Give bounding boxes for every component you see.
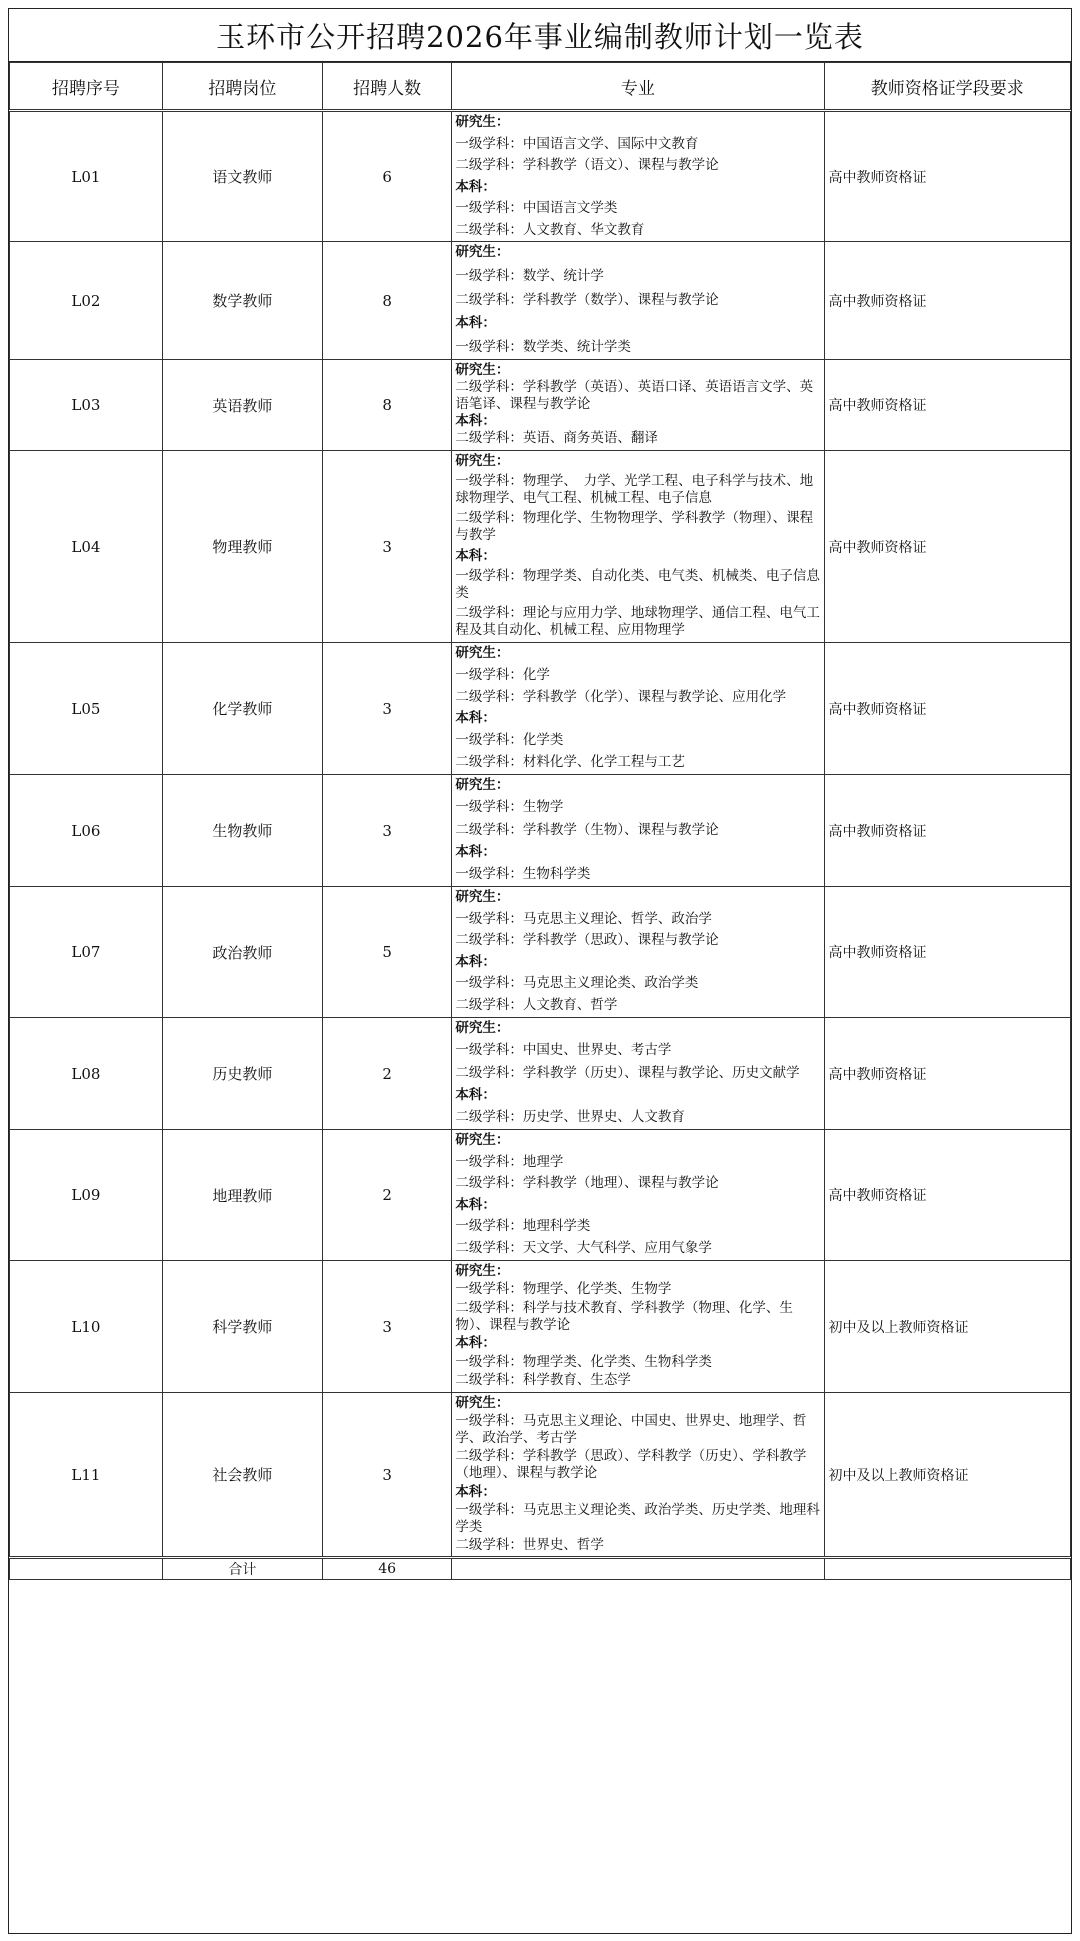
major-line: 研究生： — [455, 114, 510, 130]
major-line: 二级学科：学科教学（生物）、课程与教学论 — [455, 821, 719, 838]
major-line: 一级学科：中国语言文学类 — [455, 200, 618, 217]
major-line: 二级学科：人文教育、哲学 — [455, 996, 618, 1013]
cell-cert-requirement: 高中教师资格证 — [824, 775, 1071, 887]
total-count: 46 — [322, 1558, 451, 1580]
table-row — [10, 111, 1071, 242]
major-block — [455, 645, 820, 771]
major-line: 研究生： — [455, 889, 510, 905]
total-row — [10, 1558, 1071, 1580]
major-block — [455, 114, 820, 239]
major-line: 一级学科：化学 — [455, 666, 550, 683]
major-block — [455, 1263, 820, 1389]
major-line: 一级学科：数学类、统计学类 — [455, 339, 631, 355]
cell-post: 科学教师 — [162, 1261, 322, 1393]
cell-id: L11 — [10, 1393, 163, 1558]
major-line: 一级学科：物理学、化学类、生物学 — [455, 1281, 672, 1298]
cell-count: 8 — [322, 242, 451, 360]
major-line: 本科： — [455, 1086, 496, 1103]
total-empty-cell — [824, 1558, 1071, 1580]
major-block — [455, 1132, 820, 1257]
major-line: 一级学科：物理学、 力学、光学工程、电子科学与技术、地球物理学、电气工程、机械工程、电子信息 — [455, 473, 814, 507]
major-line: 二级学科：天文学、大气科学、应用气象学 — [455, 1239, 712, 1256]
major-line: 研究生： — [455, 1020, 510, 1036]
cell-post: 生物教师 — [162, 775, 322, 887]
major-line: 二级学科：人文教育、华文教育 — [455, 221, 645, 238]
cell-count: 3 — [322, 643, 451, 775]
table-row — [10, 451, 1071, 643]
table-row — [10, 360, 1071, 451]
cell-post: 历史教师 — [162, 1018, 322, 1130]
major-line: 二级学科：学科教学（思政）、课程与教学论 — [455, 932, 719, 949]
cell-post: 地理教师 — [162, 1130, 322, 1261]
header-post: 招聘岗位 — [162, 63, 322, 111]
major-line: 一级学科：地理科学类 — [455, 1218, 591, 1235]
major-line: 研究生： — [455, 453, 510, 469]
major-line: 本科： — [455, 315, 496, 332]
major-line: 二级学科：材料化学、化学工程与工艺 — [455, 753, 685, 770]
major-block — [455, 777, 820, 883]
page-title: 玉环市公开招聘2026年事业编制教师计划一览表 — [9, 9, 1071, 62]
cell-cert-requirement: 高中教师资格证 — [824, 1018, 1071, 1130]
major-line: 研究生： — [455, 1132, 510, 1148]
major-line: 一级学科：马克思主义理论类、政治学类、历史学类、地理科学类 — [455, 1501, 820, 1535]
cell-major — [452, 1261, 824, 1393]
major-line: 本科： — [455, 710, 496, 727]
major-line: 二级学科：学科教学（化学）、课程与教学论、应用化学 — [455, 688, 787, 705]
cell-major — [452, 887, 824, 1018]
cell-id: L02 — [10, 242, 163, 360]
major-line: 二级学科：学科教学（历史）、课程与教学论、历史文献学 — [455, 1064, 800, 1081]
table-row — [10, 1261, 1071, 1393]
major-line: 本科： — [455, 178, 496, 195]
major-line: 二级学科：理论与应用力学、地球物理学、通信工程、电气工程及其自动化、机械工程、应用物理学 — [455, 604, 820, 638]
header-id: 招聘序号 — [10, 63, 163, 111]
cell-id: L10 — [10, 1261, 163, 1393]
header-count: 招聘人数 — [322, 63, 451, 111]
total-label: 合计 — [162, 1558, 322, 1580]
cell-cert-requirement: 高中教师资格证 — [824, 643, 1071, 775]
major-line: 本科： — [455, 1335, 496, 1352]
major-block — [455, 1020, 820, 1126]
table-row — [10, 1130, 1071, 1261]
cell-major — [452, 643, 824, 775]
major-line: 本科： — [455, 843, 496, 860]
major-line: 一级学科：化学类 — [455, 732, 564, 749]
cell-id: L08 — [10, 1018, 163, 1130]
major-line: 本科： — [455, 413, 496, 429]
major-line: 二级学科：物理化学、生物物理学、学科教学（物理）、课程与教学 — [455, 510, 814, 544]
cell-post: 英语教师 — [162, 360, 322, 451]
table-row — [10, 1018, 1071, 1130]
major-line: 研究生： — [455, 777, 510, 793]
major-block — [455, 1395, 820, 1554]
cell-post: 语文教师 — [162, 111, 322, 242]
major-line: 本科： — [455, 547, 496, 564]
table-row — [10, 643, 1071, 775]
cell-cert-requirement: 高中教师资格证 — [824, 360, 1071, 451]
recruitment-table — [9, 62, 1071, 1580]
cell-cert-requirement: 高中教师资格证 — [824, 111, 1071, 242]
cell-major — [452, 451, 824, 643]
total-empty-cell — [10, 1558, 163, 1580]
major-block — [455, 244, 820, 356]
cell-major — [452, 1130, 824, 1261]
major-line: 二级学科：世界史、哲学 — [455, 1536, 604, 1553]
cell-id: L01 — [10, 111, 163, 242]
cell-post: 数学教师 — [162, 242, 322, 360]
major-line: 二级学科：学科教学（英语）、英语口译、英语语言文学、英语笔译、课程与教学论 — [455, 379, 814, 412]
cell-post: 物理教师 — [162, 451, 322, 643]
table-row — [10, 775, 1071, 887]
cell-major — [452, 775, 824, 887]
cell-count: 8 — [322, 360, 451, 451]
major-line: 二级学科：学科教学（思政）、学科教学（历史）、学科教学（地理）、课程与教学论 — [455, 1448, 807, 1482]
major-line: 本科： — [455, 953, 496, 970]
cell-major — [452, 360, 824, 451]
major-line: 研究生： — [455, 362, 510, 378]
cell-major — [452, 111, 824, 242]
table-row — [10, 887, 1071, 1018]
cell-post: 社会教师 — [162, 1393, 322, 1558]
cell-count: 3 — [322, 775, 451, 887]
cell-cert-requirement: 高中教师资格证 — [824, 887, 1071, 1018]
cell-id: L04 — [10, 451, 163, 643]
header-major: 专业 — [452, 63, 824, 111]
cell-count: 3 — [322, 451, 451, 643]
cell-count: 6 — [322, 111, 451, 242]
major-line: 本科： — [455, 1196, 496, 1213]
major-line: 一级学科：地理学 — [455, 1153, 564, 1170]
cell-count: 2 — [322, 1018, 451, 1130]
major-line: 二级学科：学科教学（语文）、课程与教学论 — [455, 157, 719, 174]
major-line: 研究生： — [455, 1395, 510, 1411]
table-header-row — [10, 63, 1071, 111]
cell-id: L03 — [10, 360, 163, 451]
table-row — [10, 1393, 1071, 1558]
major-line: 研究生： — [455, 645, 510, 661]
cell-cert-requirement: 高中教师资格证 — [824, 242, 1071, 360]
major-block — [455, 889, 820, 1014]
cell-count: 5 — [322, 887, 451, 1018]
cell-post: 化学教师 — [162, 643, 322, 775]
cell-id: L06 — [10, 775, 163, 887]
cell-major — [452, 1018, 824, 1130]
major-line: 一级学科：中国史、世界史、考古学 — [455, 1042, 672, 1059]
major-line: 本科： — [455, 1483, 496, 1500]
major-line: 一级学科：中国语言文学、国际中文教育 — [455, 135, 699, 152]
major-line: 研究生： — [455, 1263, 510, 1279]
major-line: 一级学科：马克思主义理论类、政治学类 — [455, 975, 699, 992]
cell-id: L09 — [10, 1130, 163, 1261]
major-line: 二级学科：英语、商务英语、翻译 — [455, 430, 658, 446]
major-line: 二级学科：学科教学（数学）、课程与教学论 — [455, 291, 719, 308]
major-line: 二级学科：历史学、世界史、人文教育 — [455, 1109, 685, 1125]
cell-id: L05 — [10, 643, 163, 775]
major-line: 一级学科：生物学 — [455, 799, 564, 816]
cell-cert-requirement: 初中及以上教师资格证 — [824, 1393, 1071, 1558]
cell-cert-requirement: 高中教师资格证 — [824, 1130, 1071, 1261]
major-line: 一级学科：物理学类、化学类、生物科学类 — [455, 1353, 712, 1370]
major-line: 研究生： — [455, 244, 510, 260]
major-line: 二级学科：学科教学（地理）、课程与教学论 — [455, 1175, 719, 1192]
cell-cert-requirement: 初中及以上教师资格证 — [824, 1261, 1071, 1393]
cell-major — [452, 1393, 824, 1558]
major-line: 二级学科：科学与技术教育、学科教学（物理、化学、生物）、课程与教学论 — [455, 1299, 793, 1333]
cell-count: 3 — [322, 1261, 451, 1393]
major-line: 一级学科：生物科学类 — [455, 866, 591, 882]
major-block — [455, 453, 820, 639]
cell-post: 政治教师 — [162, 887, 322, 1018]
table-row — [10, 242, 1071, 360]
cell-cert-requirement: 高中教师资格证 — [824, 451, 1071, 643]
major-line: 一级学科：数学、统计学 — [455, 267, 604, 284]
major-line: 二级学科：科学教育、生态学 — [455, 1371, 631, 1388]
total-empty-cell — [452, 1558, 824, 1580]
recruitment-table-sheet — [8, 8, 1072, 1934]
major-block — [455, 362, 820, 447]
cell-count: 2 — [322, 1130, 451, 1261]
major-line: 一级学科：马克思主义理论、中国史、世界史、地理学、哲学、政治学、考古学 — [455, 1413, 807, 1447]
major-line: 一级学科：物理学类、自动化类、电气类、机械类、电子信息类 — [455, 567, 820, 601]
cell-count: 3 — [322, 1393, 451, 1558]
header-cert: 教师资格证学段要求 — [824, 63, 1071, 111]
major-line: 一级学科：马克思主义理论、哲学、政治学 — [455, 910, 712, 927]
cell-major — [452, 242, 824, 360]
cell-id: L07 — [10, 887, 163, 1018]
